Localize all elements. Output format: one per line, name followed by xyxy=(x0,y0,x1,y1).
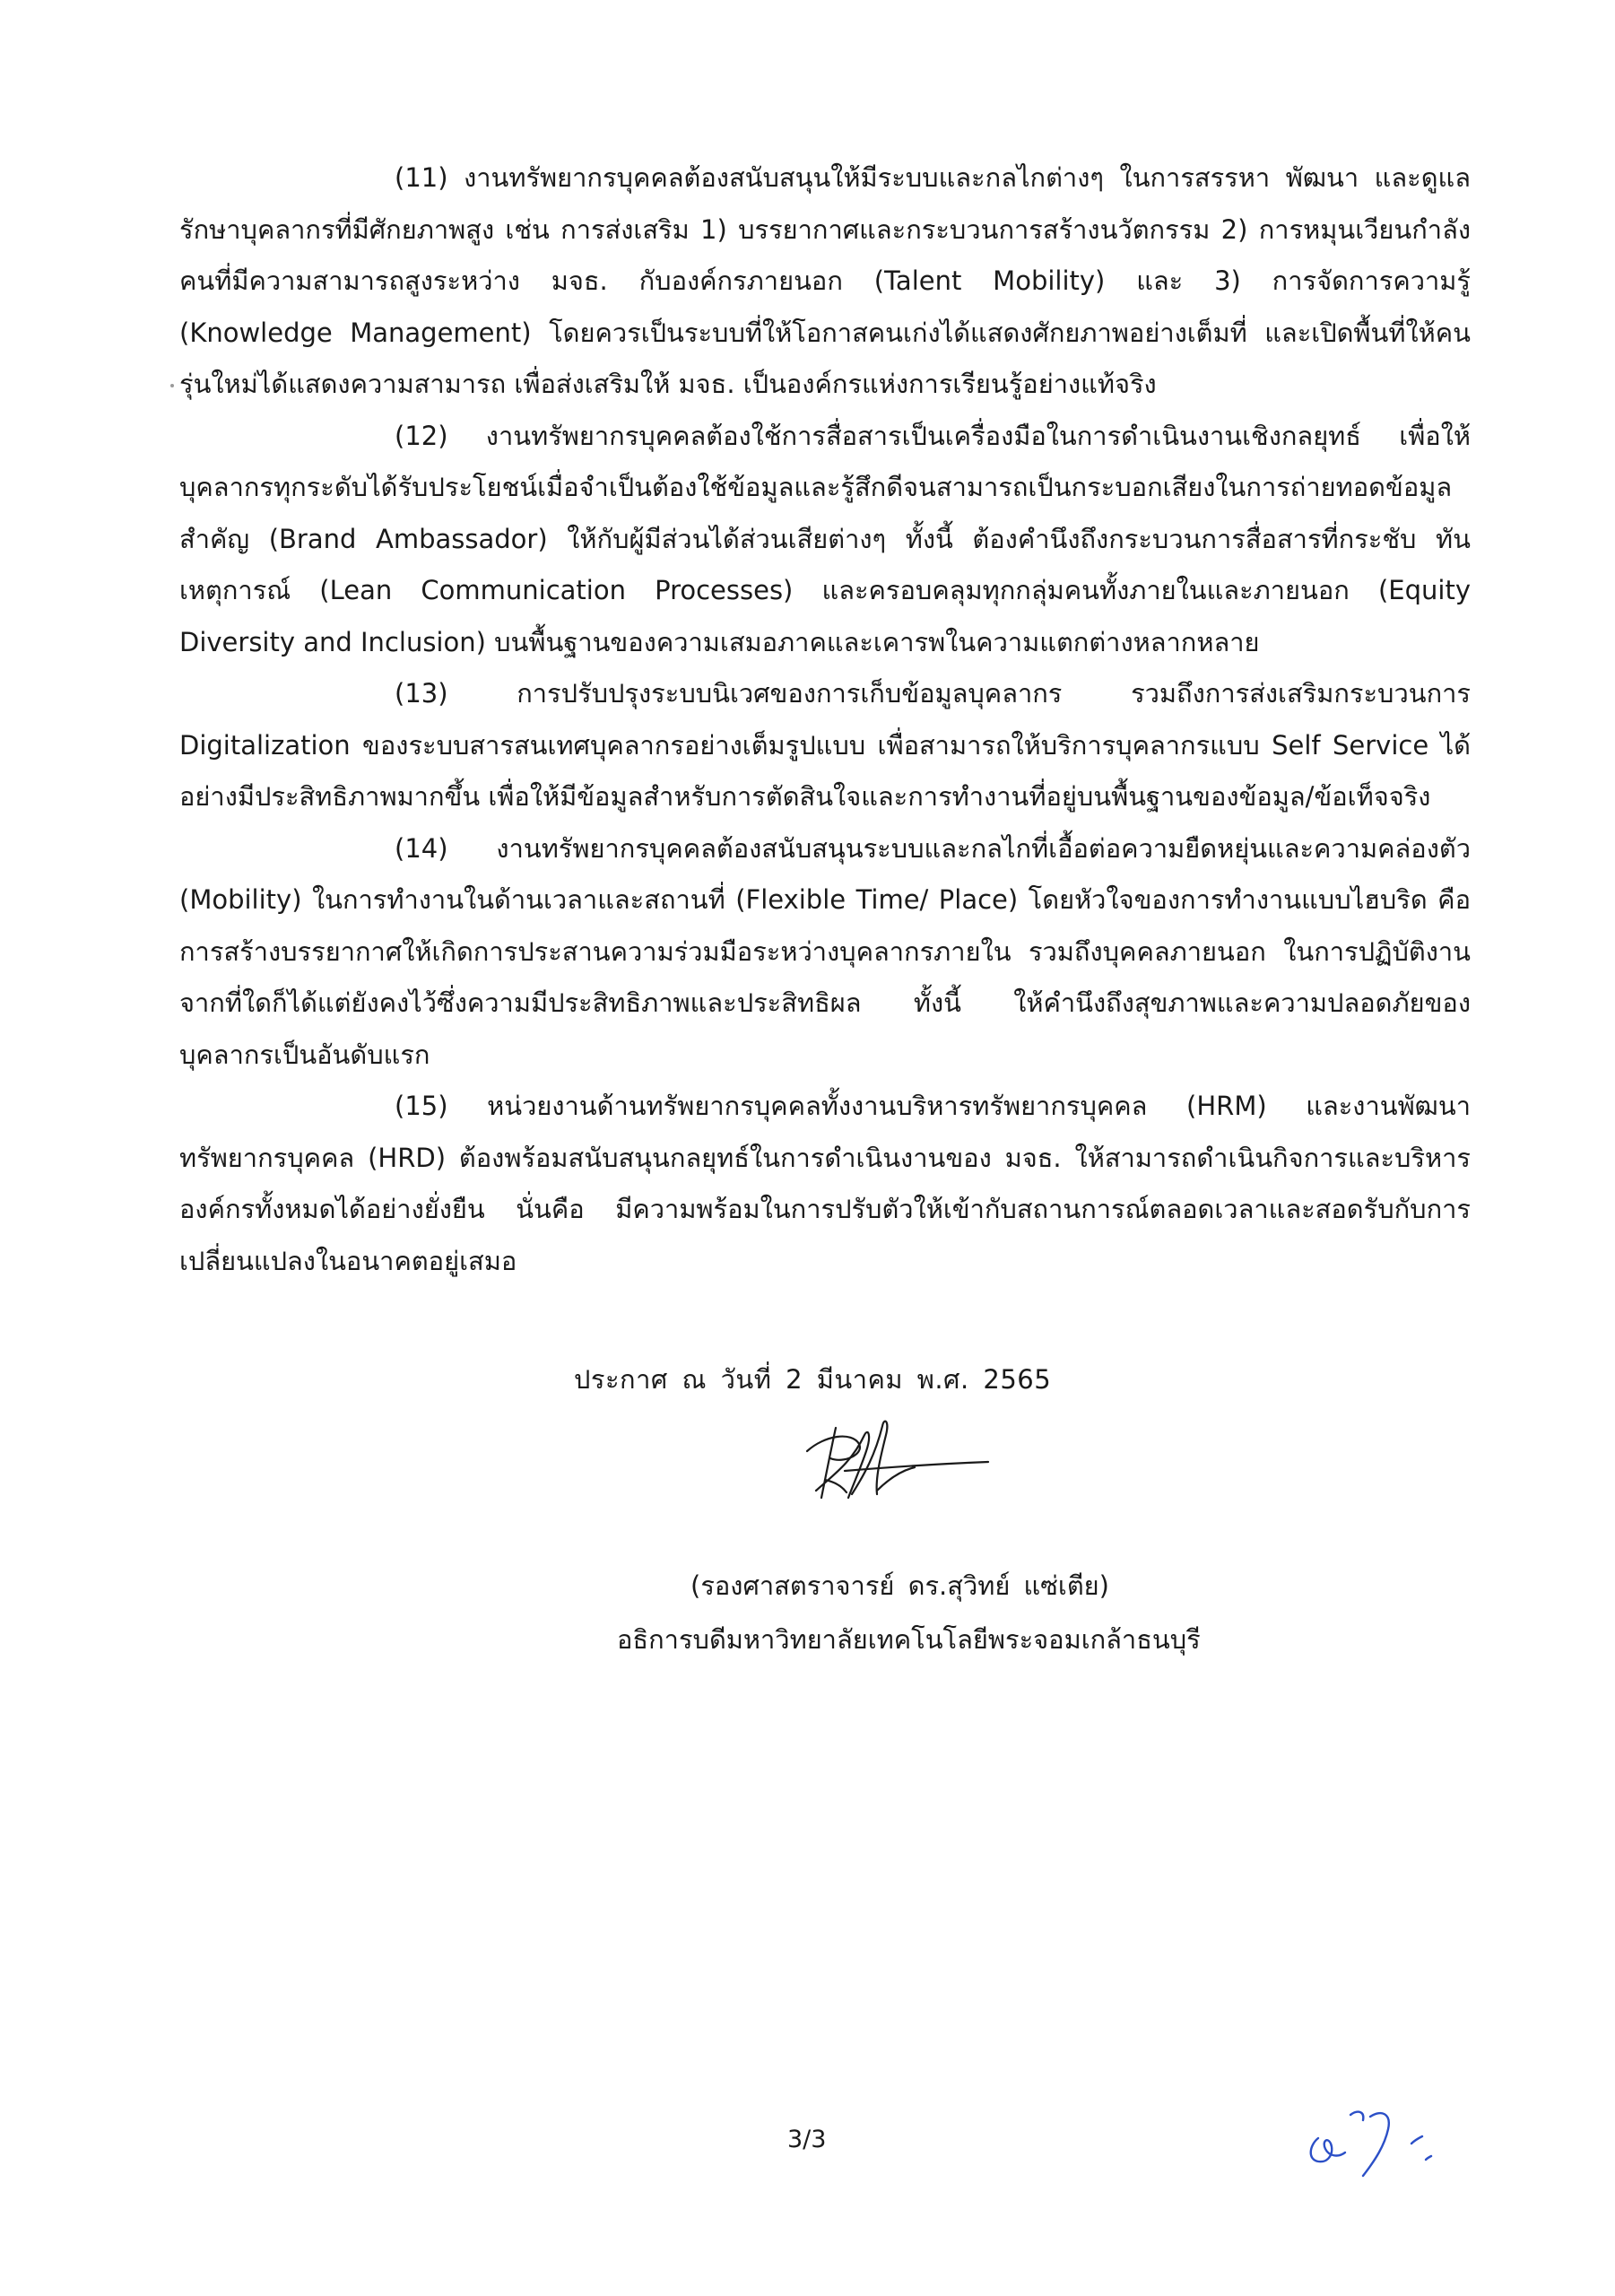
signer-name: (รองศาสตราจารย์ ดร.สุวิทย์ แซ่เตีย) xyxy=(690,1570,1109,1601)
paragraph-14: (14) งานทรัพยากรบุคคลต้องสนับสนุนระบบและกลไกที่เอื้อต่อความยืดหยุ่นและความคล่องตัว (Mobility) ในการทำงานในด้านเวลาและสถานที่ (Flexible Time/ Place) โดยหัวใจของการทำงานแบบไฮบริด คือ การสร้างบรรยากาศให้เกิดการประสานความร่วมมือระหว่างบุคลากรภายใน รวมถึงบุคคลภายนอก ในการปฏิบัติงานจากที่ใดก็ได้แต่ยังคงไว้ซึ่งความมีประสิทธิภาพและประสิทธิผล ทั้งนี้ ให้คำนึงถึงสุขภาพและความปลอดภัยของบุคลากรเป็นอันดับแรก xyxy=(179,832,1471,1070)
initials-signature-icon xyxy=(1291,2090,1462,2188)
paragraph-13: (13) การปรับปรุงระบบนิเวศของการเก็บข้อมูลบุคลากร รวมถึงการส่งเสริมกระบวนการ Digitalization ของระบบสารสนเทศบุคลากรอย่างเต็มรูปแบบ เพื่อสามารถให้บริการบุคลากรแบบ Self Service ได้อย่างมีประสิทธิภาพมากขึ้น เพื่อให้มีข้อมูลสำหรับการตัดสินใจและการทำงานที่อยู่บนพื้นฐานของข้อมูล/ข้อเท็จจริง xyxy=(179,678,1471,812)
scan-speck xyxy=(170,384,174,387)
announcement-date: ประกาศ ณ วันที่ 2 มีนาคม พ.ศ. 2565 xyxy=(574,1364,1052,1395)
paragraph-15: (15) หน่วยงานด้านทรัพยากรบุคคลทั้งงานบริหารทรัพยากรบุคคล (HRM) และงานพัฒนาทรัพยากรบุคคล (HRD) ต้องพร้อมสนับสนุนกลยุทธ์ในการดำเนินงานของ มจธ. ให้สามารถดำเนินกิจการและบริหารองค์กรทั้งหมดได้อย่างยั่งยืน นั่นคือ มีความพร้อมในการปรับตัวให้เข้ากับสถานการณ์ตลอดเวลาและสอดรับกับการเปลี่ยนแปลงในอนาคตอยู่เสมอ xyxy=(179,1091,1471,1276)
paragraph-11: (11) งานทรัพยากรบุคคลต้องสนับสนุนให้มีระบบและกลไกต่างๆ ในการสรรหา พัฒนา และดูแลรักษาบุคลากรที่มีศักยภาพสูง เช่น การส่งเสริม 1) บรรยากาศและกระบวนการสร้างนวัตกรรม 2) การหมุนเวียนกำลังคนที่มีความสามารถสูงระหว่าง มจธ. กับองค์กรภายนอก (Talent Mobility) และ 3) การจัดการความรู้ (Knowledge Management) โดยควรเป็นระบบที่ให้โอกาสคนเก่งได้แสดงศักยภาพอย่างเต็มที่ และเปิดพื้นที่ให้คนรุ่นใหม่ได้แสดงความสามารถ เพื่อส่งเสริมให้ มจธ. เป็นองค์กรแห่งการเรียนรู้อย่างแท้จริง xyxy=(179,162,1471,399)
page-number: 3/3 xyxy=(787,2126,827,2153)
document-body xyxy=(179,152,1471,1287)
paragraph-12: (12) งานทรัพยากรบุคคลต้องใช้การสื่อสารเป็นเครื่องมือในการดำเนินงานเชิงกลยุทธ์ เพื่อให้บุคลากรทุกระดับได้รับประโยชน์เมื่อจำเป็นต้องใช้ข้อมูลและรู้สึกดีจนสามารถเป็นกระบอกเสียงในการถ่ายทอดข้อมูลสำคัญ (Brand Ambassador) ให้กับผู้มีส่วนได้ส่วนเสียต่างๆ ทั้งนี้ ต้องคำนึงถึงกระบวนการสื่อสารที่กระชับ ทันเหตุการณ์ (Lean Communication Processes) และครอบคลุมทุกกลุ่มคนทั้งภายในและภายนอก (Equity Diversity and Inclusion) บนพื้นฐานของความเสมอภาคและเคารพในความแตกต่างหลากหลาย xyxy=(179,420,1471,657)
signer-title: อธิการบดีมหาวิทยาลัยเทคโนโลยีพระจอมเกล้าธนบุรี xyxy=(617,1624,1201,1655)
signature-icon xyxy=(789,1408,995,1516)
